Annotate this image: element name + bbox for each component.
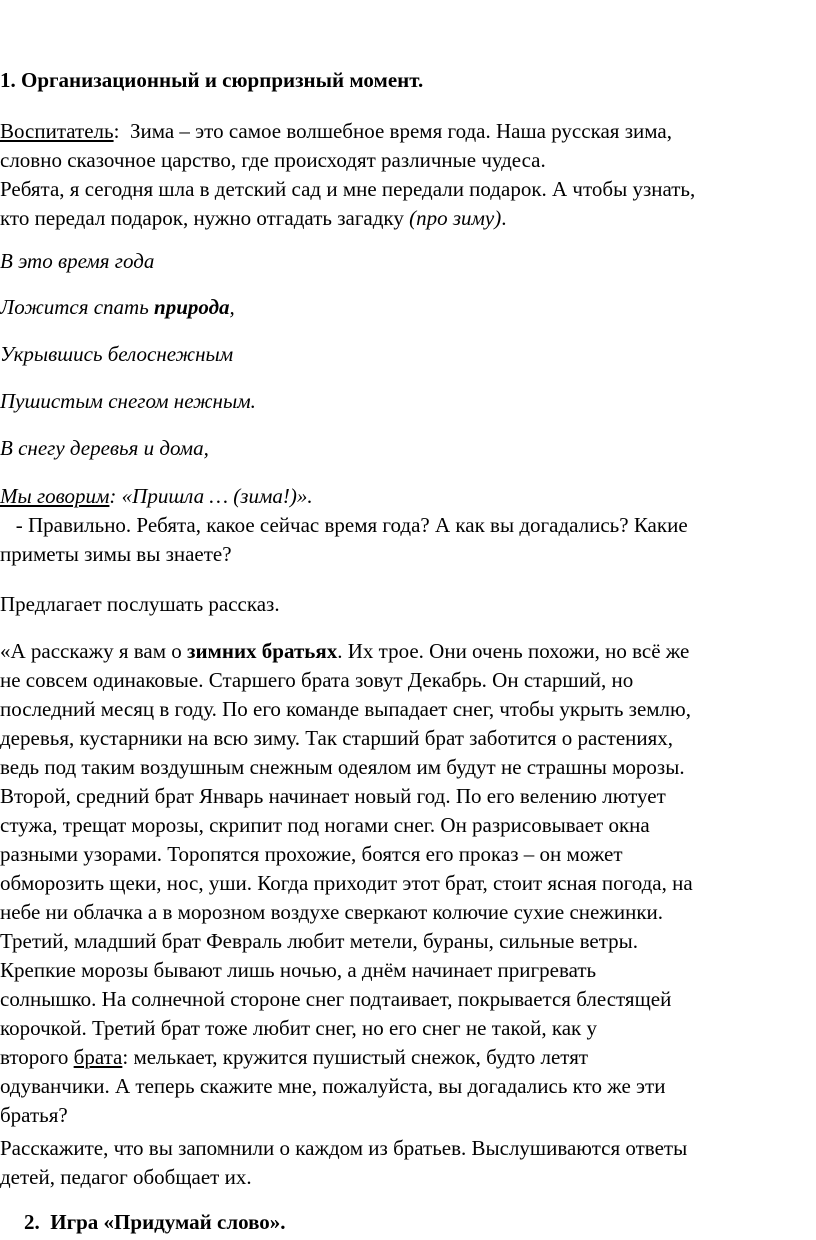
- story-line-15-end: : мелькает, кружится пушистый снежок, будто летят: [122, 1045, 589, 1069]
- story-line-3: последний месяц в году. По его команде выпадает снег, чтобы укрыть землю,: [0, 697, 691, 721]
- story-line-12: Крепкие морозы бывают лишь ночью, а днём начинает пригревать: [0, 958, 597, 982]
- story-line-9: обморозить щеки, нос, уши. Когда приходит этот брат, стоит ясная погода, на: [0, 871, 693, 895]
- story-line-16: одуванчики. А теперь скажите мне, пожалуйста, вы догадались кто же эти: [0, 1074, 666, 1098]
- story-line-15-underlined: брата: [73, 1045, 123, 1069]
- section-1-heading: 1. Организационный и сюрпризный момент.: [0, 68, 424, 92]
- intro-line-4: кто передал подарок, нужно отгадать загадку: [0, 206, 410, 230]
- summary-paragraph: [0, 1134, 816, 1192]
- riddle-line-2-start: Ложится спать: [0, 295, 155, 319]
- intro-line-4-italic: (про зиму): [409, 206, 502, 230]
- story-line-1-bold: зимних братьях: [187, 639, 338, 663]
- intro-line-2: словно сказочное царство, где происходят различные чудеса.: [0, 148, 546, 172]
- riddle-line-5: В снегу деревья и дома,: [0, 436, 209, 460]
- section-2-heading: 2. Игра «Придумай слово».: [24, 1210, 286, 1234]
- riddle-line-1: В это время года: [0, 249, 155, 273]
- intro-line-1: Зима – это самое волшебное время года. Наша русская зима,: [129, 119, 672, 143]
- riddle-line-6-underlined: Мы говорим: [0, 484, 110, 508]
- story-line-13: солнышко. На солнечной стороне снег подтаивает, покрывается блестящей: [0, 987, 672, 1011]
- answer-paragraph: [0, 511, 816, 569]
- story-line-17: братья?: [0, 1103, 68, 1127]
- intro-paragraph: [0, 117, 816, 233]
- story-line-8: разными узорами. Торопятся прохожие, боятся его проказ – он может: [0, 842, 623, 866]
- speaker-label: Воспитатель: [0, 119, 114, 143]
- summary-line-2: детей, педагог обобщает их.: [0, 1165, 252, 1189]
- answer-line-2: приметы зимы вы знаете?: [0, 542, 232, 566]
- story-line-15-start: второго: [0, 1045, 74, 1069]
- riddle-line-6: [0, 482, 816, 511]
- story-line-2: не совсем одинаковые. Старшего брата зовут Декабрь. Он старший, но: [0, 668, 634, 692]
- story-line-11: Третий, младший брат Февраль любит метели, бураны, сильные ветры.: [0, 929, 639, 953]
- answer-line-1: - Правильно. Ребята, какое сейчас время года? А как вы догадались? Какие: [0, 513, 688, 537]
- intro-line-3: Ребята, я сегодня шла в детский сад и мне передали подарок. А чтобы узнать,: [0, 177, 696, 201]
- riddle-line-2-bold: природа: [154, 295, 230, 319]
- riddle-line-4: Пушистым снегом нежным.: [0, 389, 256, 413]
- riddle-line-2: [0, 293, 816, 322]
- story-line-5: ведь под таким воздушным снежным одеялом им будут не страшны морозы.: [0, 755, 685, 779]
- story-line-14: корочкой. Третий брат тоже любит снег, но его снег не такой, как у: [0, 1016, 597, 1040]
- story-line-4: деревья, кустарники на всю зиму. Так старший брат заботится о растениях,: [0, 726, 674, 750]
- riddle-line-2-end: ,: [229, 295, 235, 319]
- riddle-line-3: Укрывшись белоснежным: [0, 342, 234, 366]
- offer-paragraph: Предлагает послушать рассказ.: [0, 592, 280, 616]
- story-line-7: стужа, трещат морозы, скрипит под ногами снег. Он разрисовывает окна: [0, 813, 650, 837]
- story-line-1-end: . Их трое. Они очень похожи, но всё же: [337, 639, 690, 663]
- story-paragraph: [0, 637, 816, 1130]
- intro-line-4-end: .: [501, 206, 507, 230]
- story-line-1-start: «А расскажу я вам о: [0, 639, 188, 663]
- summary-line-1: Расскажите, что вы запомнили о каждом из братьев. Выслушиваются ответы: [0, 1136, 688, 1160]
- riddle-line-6-end: : «Пришла … (зима!)».: [109, 484, 313, 508]
- story-line-10: небе ни облачка а в морозном воздухе сверкают колючие сухие снежинки.: [0, 900, 664, 924]
- speaker-colon: :: [113, 119, 120, 143]
- story-line-6: Второй, средний брат Январь начинает новый год. По его велению лютует: [0, 784, 666, 808]
